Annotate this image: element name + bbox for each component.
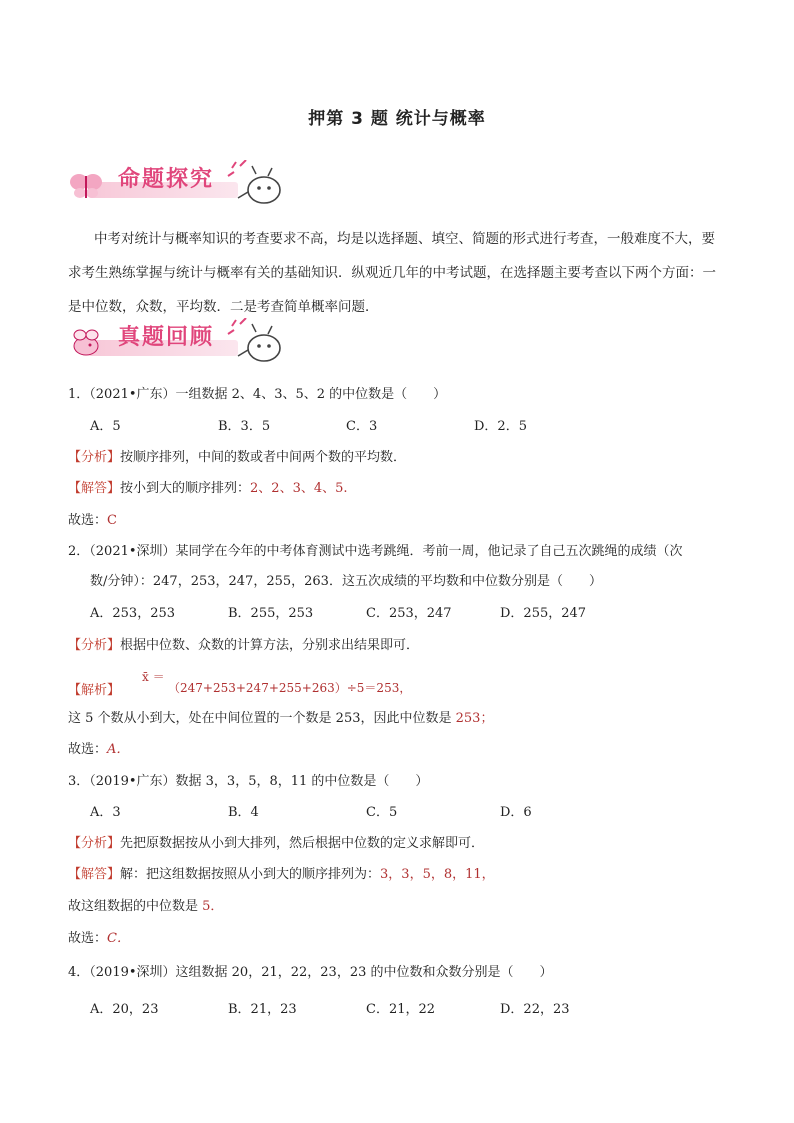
- q4-option-d: D．22，23: [500, 1002, 570, 1017]
- q3-option-a: A．3: [90, 805, 121, 820]
- butterfly-icon: [68, 168, 104, 202]
- analysis-tag: 【分析】: [68, 450, 121, 465]
- xbar-symbol: x̄ ＝: [142, 670, 165, 684]
- q2-stem-line1: 2．（2021•深圳）某同学在今年的中考体育测试中选考跳绳．考前一周，他记录了自己五次跳绳的成绩（次: [68, 544, 683, 559]
- q1-choice: [68, 509, 117, 528]
- analysis-text: 先把原数据按从小到大排列，然后根据中位数的定义求解即可．: [120, 836, 485, 851]
- cartoon-icon: [226, 160, 286, 210]
- analysis-tag: 【分析】: [68, 836, 121, 851]
- q2-median: [68, 707, 493, 726]
- analysis-tag: 【分析】: [68, 638, 121, 653]
- answer-tag: 【解答】: [68, 481, 121, 496]
- q3-answer: [68, 863, 495, 882]
- q3-option-c: C．5: [366, 805, 398, 820]
- choice-value: A．: [107, 742, 130, 757]
- banner-label: 真题回顾: [118, 325, 215, 350]
- q2-option-c: C．253，247: [366, 606, 452, 621]
- q2-option-a: A．253，253: [90, 606, 176, 621]
- page-title: 押第 3 题 统计与概率: [308, 109, 486, 129]
- analysis-text: 根据中位数、众数的计算方法，分别求出结果即可．: [120, 638, 420, 653]
- cartoon-icon: [226, 318, 286, 368]
- q3-analysis: [68, 832, 484, 851]
- q4-stem: 4．（2019•深圳）这组数据 20，21，22，23，23 的中位数和众数分别是（ ）: [68, 965, 553, 980]
- q4-option-c: C．21，22: [366, 1002, 436, 1017]
- choice-value: C: [107, 513, 117, 528]
- q3-option-b: B．4: [228, 805, 259, 820]
- q2-solve-tag: [68, 679, 120, 698]
- choice-value: C．: [107, 931, 130, 946]
- conclusion-text: 故这组数据的中位数是: [68, 899, 203, 914]
- choice-text: 故选：: [68, 513, 108, 528]
- q2-option-b: B．255，253: [228, 606, 314, 621]
- choice-text: 故选：: [68, 742, 108, 757]
- q3-stem: 3．（2019•广东）数据 3，3，5，8，11 的中位数是（ ）: [68, 774, 429, 789]
- q3-conclusion: [68, 895, 223, 914]
- q1-option-d: D．2．5: [474, 419, 527, 434]
- answer-value: 3，3，5，8，11，: [380, 867, 495, 882]
- median-value: 253；: [455, 711, 494, 726]
- answer-text: 解：把这组数据按照从小到大的顺序排列为：: [120, 867, 381, 882]
- q1-option-b: B．3．5: [218, 419, 271, 434]
- q1-option-a: A．5: [90, 419, 121, 434]
- q2-choice: [68, 738, 129, 757]
- q4-option-b: B．21，23: [228, 1002, 297, 1017]
- answer-tag: 【解答】: [68, 867, 121, 882]
- median-text: 这 5 个数从小到大，处在中间位置的一个数是 253，因此中位数是: [68, 711, 456, 726]
- intro-paragraph: 中考对统计与概率知识的考查要求不高，均是以选择题、填空、简题的形式进行考查，一般难度不大，要求考生熟练掌握与统计与概率有关的基础知识．纵观近几年的中考试题，在选择题主要考查以下两个方面：一是中位数，众数，平均数．二是考查简单概率问题．: [68, 231, 716, 315]
- q2-calculation: （247+253+247+255+263）÷5＝253，: [168, 681, 412, 695]
- answer-value: 2、2、3、4、5.: [250, 481, 348, 496]
- q2-stem-line2: 数/分钟）：247，253，247，255，263．这五次成绩的平均数和中位数分别是（ ）: [90, 574, 602, 589]
- section-banner-explore: [68, 160, 288, 210]
- q3-option-d: D．6: [500, 805, 532, 820]
- banner-label: 命题探究: [118, 167, 215, 192]
- q1-stem: 1．（2021•广东）一组数据 2、4、3、5、2 的中位数是（ ）: [68, 387, 447, 402]
- q2-analysis: [68, 634, 419, 653]
- q3-choice: [68, 927, 130, 946]
- solve-tag: 【解析】: [68, 683, 121, 698]
- q2-option-d: D．255，247: [500, 606, 587, 621]
- q1-option-c: C．3: [346, 419, 378, 434]
- bee-icon: [68, 326, 104, 360]
- q1-answer: [68, 477, 348, 496]
- analysis-text: 按顺序排列，中间的数或者中间两个数的平均数．: [120, 450, 407, 465]
- q4-option-a: A．20，23: [90, 1002, 159, 1017]
- choice-text: 故选：: [68, 931, 108, 946]
- answer-text: 按小到大的顺序排列：: [120, 481, 251, 496]
- section-banner-review: [68, 318, 288, 368]
- conclusion-value: 5．: [202, 899, 224, 914]
- q1-analysis: [68, 446, 406, 465]
